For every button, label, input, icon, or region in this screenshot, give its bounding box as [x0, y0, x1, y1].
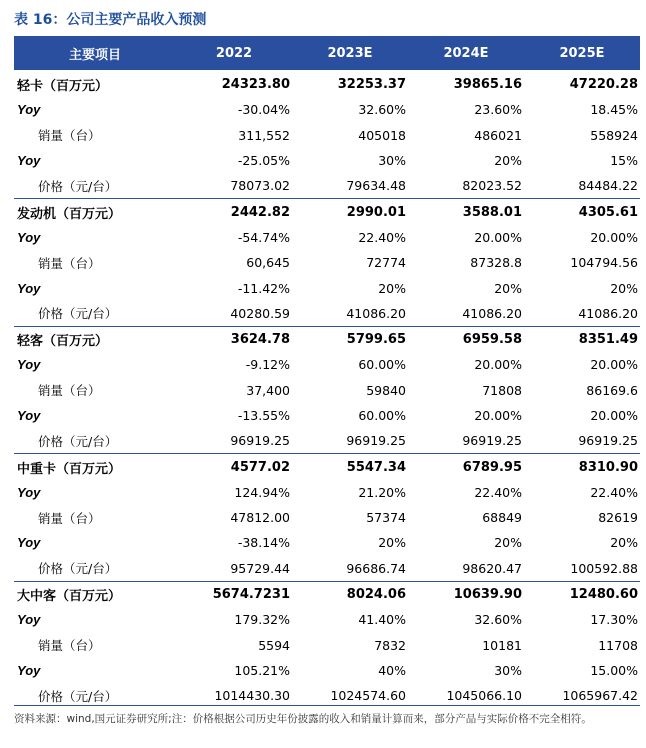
row-label: Yoy	[17, 280, 41, 296]
table-row	[14, 378, 640, 403]
cell-value: 1065967.42	[562, 688, 638, 704]
cell-value: 1045066.10	[446, 688, 522, 704]
cell-value: 10181	[482, 637, 522, 653]
cell-value: 8310.90	[524, 454, 640, 480]
cell-value: 32.60%	[358, 102, 406, 118]
cell-value: 96686.74	[346, 560, 406, 576]
table-body	[14, 72, 640, 708]
table-row-main	[14, 454, 640, 480]
cell-value: 20%	[494, 153, 522, 169]
cell-value: 72774	[366, 255, 406, 271]
cell-value: 21.20%	[358, 484, 406, 500]
cell-value: 24323.80	[221, 77, 290, 93]
cell-value: 82619	[598, 510, 638, 526]
row-label: Yoy	[17, 153, 41, 169]
table-row	[14, 352, 640, 377]
table-row	[14, 633, 640, 658]
cell-value: 95729.44	[230, 560, 290, 576]
cell-value: 8024.06	[292, 581, 408, 607]
cell-value: 23.60%	[474, 102, 522, 118]
cell-value: 96919.25	[462, 433, 522, 449]
row-label: 销量（台）	[38, 383, 101, 399]
cell-value: 47220.28	[569, 77, 638, 93]
cell-value: 20.00%	[474, 229, 522, 245]
table-row	[14, 275, 640, 300]
cell-value: -9.12%	[245, 357, 290, 373]
cell-value: -13.55%	[237, 408, 290, 423]
row-label: Yoy	[17, 102, 41, 118]
cell-value: 84484.22	[578, 178, 638, 194]
row-label: 销量（台）	[38, 128, 101, 144]
cell-value: 1014430.30	[214, 688, 290, 704]
cell-value: 20.00%	[590, 229, 638, 245]
cell-value: 15.00%	[590, 662, 638, 678]
cell-value: 60,645	[246, 255, 290, 271]
cell-value: 10639.90	[408, 581, 524, 607]
row-label: Yoy	[17, 229, 41, 245]
cell-value: 32253.37	[337, 77, 406, 93]
cell-value: 37,400	[246, 382, 290, 398]
header-year-2022: 2022	[215, 45, 253, 61]
cell-value: 20.00%	[474, 357, 522, 373]
cell-value: 179.32%	[234, 612, 290, 628]
cell-value: 2990.01	[292, 199, 408, 225]
cell-value: 311,552	[238, 127, 290, 143]
row-label: 价格（元/台）	[38, 433, 118, 449]
cell-value: 41086.20	[578, 305, 638, 321]
cell-value: 20%	[494, 280, 522, 296]
cell-value: 20.00%	[590, 408, 638, 423]
cell-value: 22.40%	[590, 484, 638, 500]
cell-value: 104794.56	[570, 255, 638, 271]
cell-value: 6959.58	[408, 326, 524, 352]
cell-value: 3588.01	[408, 199, 524, 225]
cell-value: 30%	[494, 662, 522, 678]
source-note: 资料来源：wind,国元证券研究所;注：价格根据公司历史年份披露的收入和销量计算而来，部分产品与实际价格不完全相符。	[14, 713, 592, 725]
cell-value: 2442.82	[176, 199, 292, 225]
cell-value: 20%	[378, 535, 406, 551]
table-row-main	[14, 72, 640, 97]
cell-value: -38.14%	[237, 535, 290, 551]
table-row	[14, 556, 640, 582]
cell-value: 20%	[494, 535, 522, 551]
row-label: 价格（元/台）	[38, 688, 118, 704]
header-year-2023e: 2023E	[327, 45, 373, 61]
cell-value: 18.45%	[590, 102, 638, 118]
table-row-main	[14, 326, 640, 352]
cell-value: 32.60%	[474, 612, 522, 628]
table-row	[14, 123, 640, 148]
table-row	[14, 301, 640, 327]
cell-value: 20%	[610, 280, 638, 296]
table-title: 表 16：公司主要产品收入预测	[14, 12, 207, 28]
table-row	[14, 403, 640, 428]
row-label: 销量（台）	[38, 255, 101, 271]
cell-value: 60.00%	[358, 408, 406, 423]
header-year-2025e: 2025E	[559, 45, 605, 61]
cell-value: 71808	[482, 382, 522, 398]
cell-value: 5594	[258, 637, 290, 653]
cell-value: 41086.20	[346, 305, 406, 321]
cell-value: 11708	[598, 637, 638, 653]
cell-value: 40280.59	[230, 305, 290, 321]
cell-value: 3624.78	[176, 326, 292, 352]
row-label: 销量（台）	[38, 510, 101, 526]
row-label: Yoy	[17, 357, 41, 373]
cell-value: 5799.65	[292, 326, 408, 352]
cell-value: 12480.60	[524, 581, 640, 607]
cell-value: 59840	[366, 382, 406, 398]
cell-value: 60.00%	[358, 357, 406, 373]
cell-value: 7832	[374, 637, 406, 653]
cell-value: 79634.48	[346, 178, 406, 194]
row-label: 价格（元/台）	[38, 306, 118, 322]
header-year-2024e: 2024E	[443, 45, 489, 61]
cell-value: 41.40%	[358, 612, 406, 628]
cell-value: 22.40%	[358, 229, 406, 245]
cell-value: 558924	[590, 127, 638, 143]
cell-value: 8351.49	[524, 326, 640, 352]
forecast-table	[14, 72, 640, 708]
cell-value: -11.42%	[237, 280, 290, 296]
cell-value: 30%	[378, 153, 406, 169]
cell-value: 405018	[358, 127, 406, 143]
cell-value: 4577.02	[176, 454, 292, 480]
cell-value: 57374	[366, 510, 406, 526]
cell-value: 96919.25	[230, 433, 290, 449]
cell-value: 78073.02	[230, 178, 290, 194]
cell-value: -30.04%	[237, 102, 290, 118]
cell-value: 5547.34	[292, 454, 408, 480]
table-row	[14, 225, 640, 250]
row-label: Yoy	[17, 535, 41, 551]
row-label: 中重卡（百万元）	[14, 454, 176, 480]
table-row	[14, 97, 640, 122]
cell-value: 39865.16	[453, 77, 522, 93]
table-row	[14, 480, 640, 505]
table-row-main	[14, 581, 640, 607]
cell-value: 4305.61	[524, 199, 640, 225]
cell-value: 41086.20	[462, 305, 522, 321]
row-label: 价格（元/台）	[38, 561, 118, 577]
table-row	[14, 658, 640, 683]
table-row	[14, 505, 640, 530]
row-label: 价格（元/台）	[38, 178, 118, 194]
row-label: 发动机（百万元）	[14, 199, 176, 225]
cell-value: -54.74%	[237, 229, 290, 245]
table-row	[14, 148, 640, 173]
cell-value: 22.40%	[474, 484, 522, 500]
cell-value: 87328.8	[470, 255, 522, 271]
cell-value: 20.00%	[474, 408, 522, 423]
table-row	[14, 250, 640, 275]
header-item: 主要项目	[68, 47, 121, 63]
row-label: Yoy	[17, 612, 41, 628]
cell-value: 68849	[482, 510, 522, 526]
table-row	[14, 173, 640, 199]
row-label: 轻卡（百万元）	[17, 79, 109, 95]
cell-value: 124.94%	[234, 484, 290, 500]
cell-value: 96919.25	[346, 433, 406, 449]
cell-value: 20.00%	[590, 357, 638, 373]
table-row	[14, 428, 640, 454]
cell-value: 20%	[610, 535, 638, 551]
cell-value: 6789.95	[408, 454, 524, 480]
row-label: 轻客（百万元）	[14, 326, 176, 352]
table-row	[14, 530, 640, 555]
cell-value: 17.30%	[590, 612, 638, 628]
row-label: 销量（台）	[38, 638, 101, 654]
cell-value: 100592.88	[570, 560, 638, 576]
cell-value: 47812.00	[230, 510, 290, 526]
cell-value: 86169.6	[586, 382, 638, 398]
row-label: Yoy	[17, 408, 41, 423]
row-label: Yoy	[17, 662, 41, 678]
cell-value: 96919.25	[578, 433, 638, 449]
cell-value: 5674.7231	[176, 581, 292, 607]
table-bottom-rule	[14, 705, 640, 706]
table-row-main	[14, 199, 640, 225]
table-row	[14, 607, 640, 632]
cell-value: 1024574.60	[330, 688, 406, 704]
cell-value: -25.05%	[237, 153, 290, 169]
row-label: Yoy	[17, 484, 41, 500]
cell-value: 20%	[378, 280, 406, 296]
row-label: 大中客（百万元）	[14, 581, 176, 607]
cell-value: 98620.47	[462, 560, 522, 576]
table-header	[14, 36, 640, 70]
cell-value: 486021	[474, 127, 522, 143]
cell-value: 15%	[610, 153, 638, 169]
cell-value: 40%	[378, 662, 406, 678]
cell-value: 82023.52	[462, 178, 522, 194]
cell-value: 105.21%	[234, 662, 290, 678]
